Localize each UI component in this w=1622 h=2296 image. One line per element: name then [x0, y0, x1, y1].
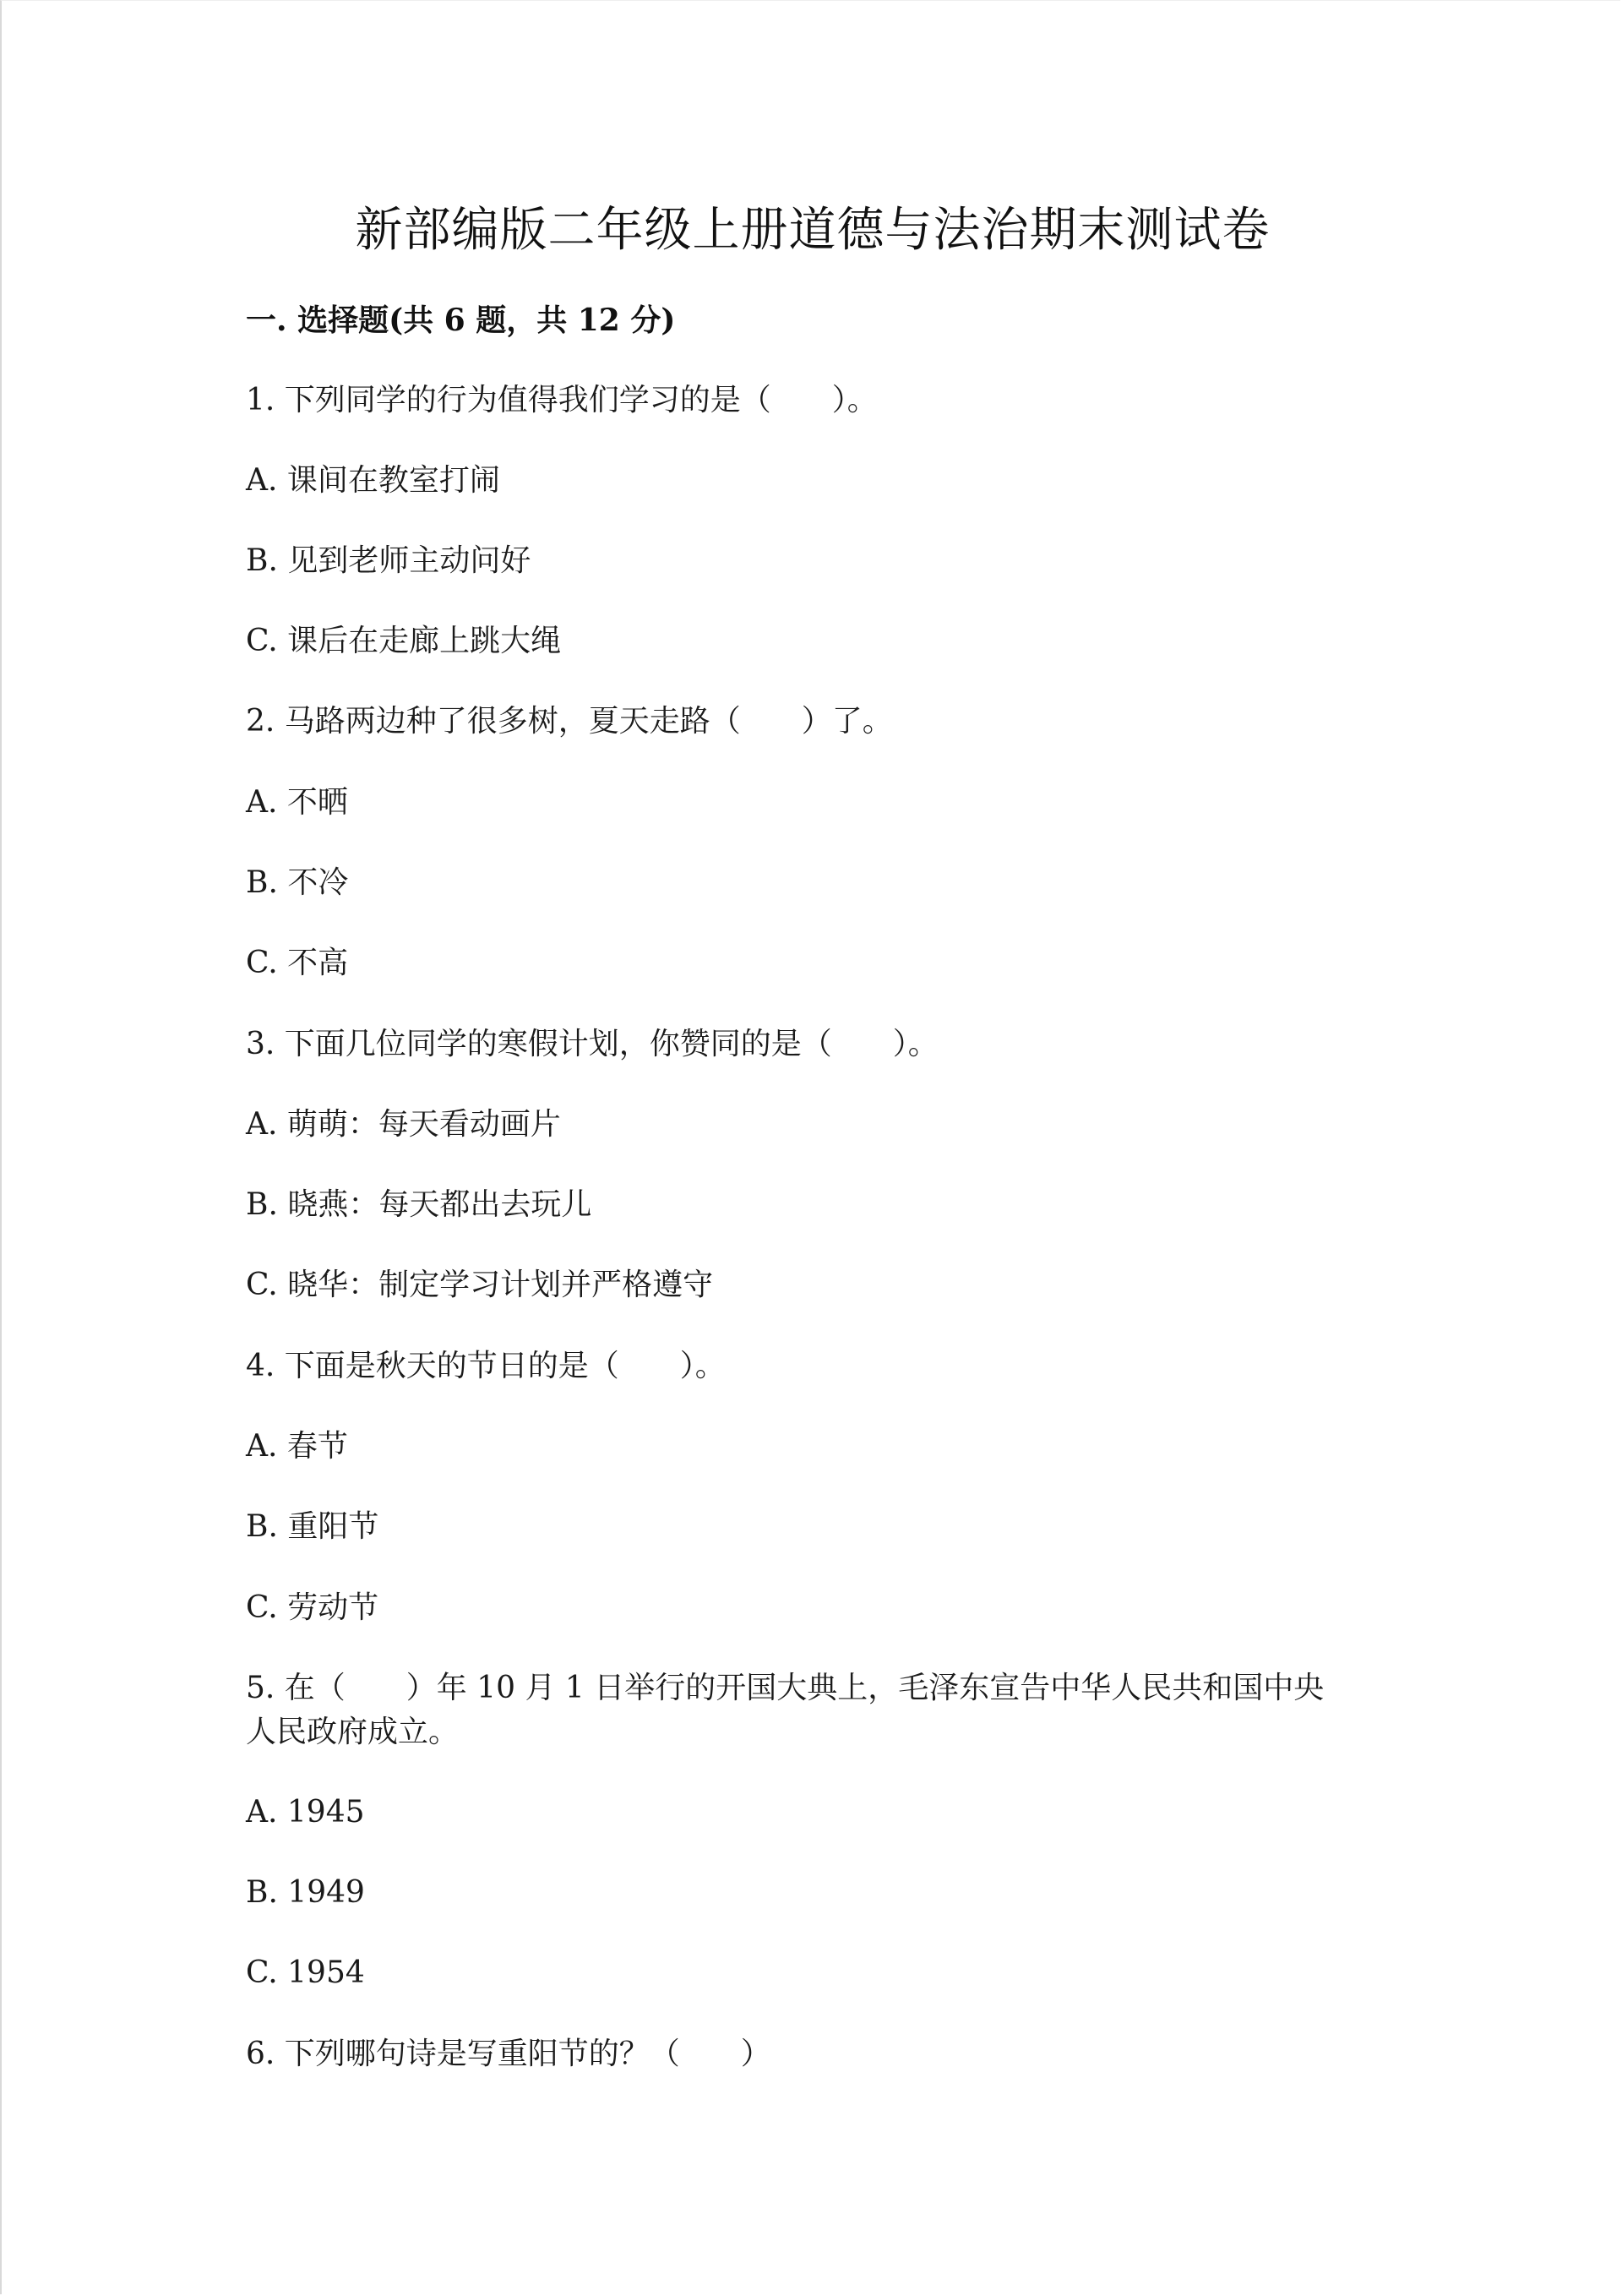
question-1-option-b: B. 见到老师主动问好	[246, 543, 531, 578]
question-2-option-c: C. 不高	[246, 946, 349, 980]
question-5-option-c: C. 1954	[246, 1955, 365, 1990]
question-1-option-c: C. 课后在走廊上跳大绳	[246, 624, 562, 658]
section-heading: 一. 选择题(共 6 题，共 12 分)	[246, 303, 676, 338]
question-1-option-a: A. 课间在教室打闹	[246, 463, 500, 498]
question-4-option-a: A. 春节	[246, 1429, 348, 1464]
question-1-stem: 1. 下列同学的行为值得我们学习的是（ ）。	[246, 383, 878, 417]
question-4-option-b: B. 重阳节	[246, 1509, 379, 1544]
question-6-stem: 6. 下列哪句诗是写重阳节的？（ ）	[246, 2037, 771, 2071]
question-3-option-c: C. 晓华：制定学习计划并严格遵守	[246, 1268, 714, 1302]
question-3-stem: 3. 下面几位同学的寒假计划，你赞同的是（ ）。	[246, 1027, 939, 1061]
question-5-stem-line-2: 人民政府成立。	[246, 1715, 460, 1749]
question-2-stem: 2. 马路两边种了很多树，夏天走路（ ）了。	[246, 704, 893, 739]
question-4-stem: 4. 下面是秋天的节日的是（ ）。	[246, 1349, 726, 1383]
question-5-option-b: B. 1949	[246, 1875, 365, 1910]
question-3-option-b: B. 晓燕：每天都出去玩儿	[246, 1187, 592, 1222]
question-3-option-a: A. 萌萌：每天看动画片	[246, 1107, 561, 1142]
question-5-option-a: A. 1945	[246, 1795, 365, 1830]
question-4-option-c: C. 劳动节	[246, 1590, 379, 1625]
question-2-option-b: B. 不冷	[246, 865, 349, 900]
question-2-option-a: A. 不晒	[246, 785, 348, 820]
page-title: 新部编版二年级上册道德与法治期末测试卷	[355, 203, 1271, 258]
question-5-stem-line-1: 5. 在（ ）年 10 月 1 日举行的开国大典上，毛泽东宣告中华人民共和国中央	[246, 1671, 1325, 1705]
